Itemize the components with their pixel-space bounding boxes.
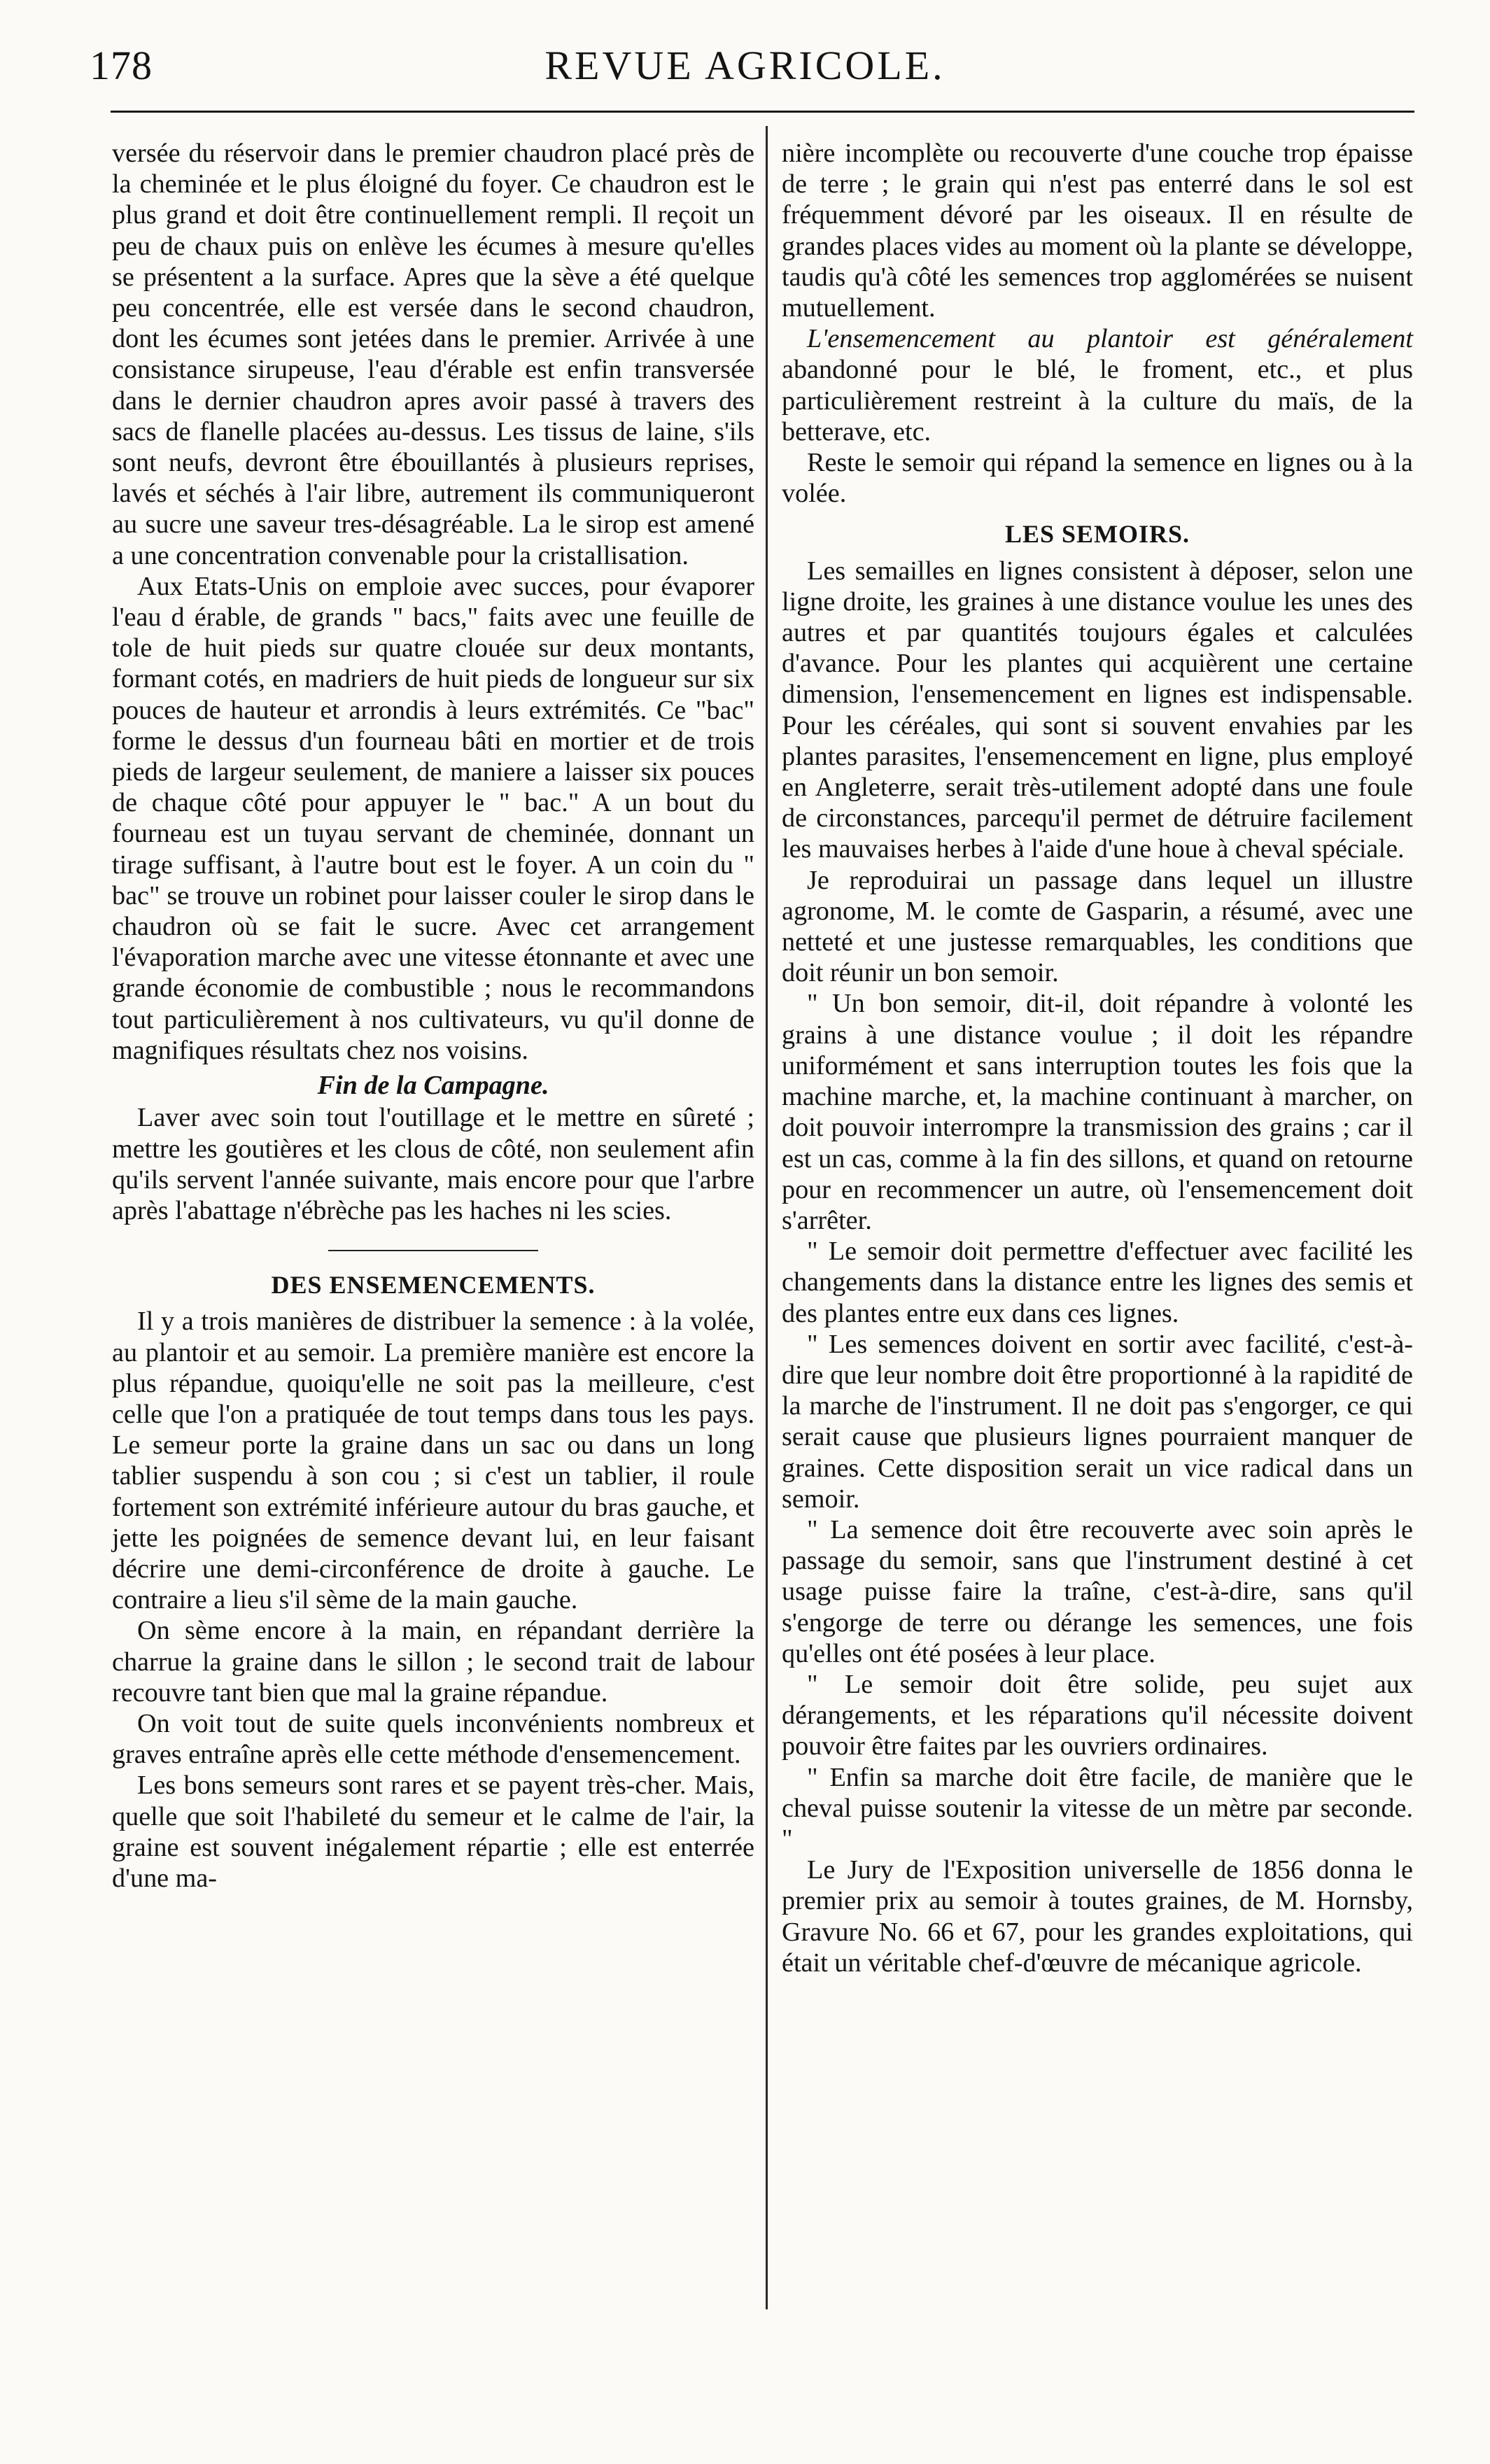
- italic-lead: L'ensemencement au plantoir est généralement: [807, 324, 1413, 354]
- paragraph: Laver avec soin tout l'outillage et le mettre en sûreté ; mettre les goutières et les clous de côté, non seulement afin qu'ils servent l'année suivante, mais encore pour que l'arbre après l'abattage n'ébrèche pas les haches ni les scies.: [112, 1103, 754, 1225]
- paragraph: On voit tout de suite quels inconvénients nombreux et graves entraîne après elle cette méthode d'ensemencement.: [112, 1708, 754, 1770]
- column-divider: [766, 126, 768, 2309]
- section-separator: [328, 1250, 538, 1251]
- quote-paragraph: " Le semoir doit être solide, peu sujet aux dérangements, et les réparations qu'il nécessite doivent pouvoir être faites par les ouvriers ordinaires.: [782, 1669, 1413, 1761]
- running-title: REVUE AGRICOLE.: [544, 43, 946, 88]
- quote-paragraph: " Le semoir doit permettre d'effectuer avec facilité les changements dans la distance entre les lignes des semis et des plantes entre eux dans ces lignes.: [782, 1237, 1413, 1328]
- paragraph: Aux Etats-Unis on emploie avec succes, pour évaporer l'eau d érable, de grands " bacs," faits avec une feuille de tole de huit pieds sur quatre clouée sur deux montants, formant cotés, en madriers de huit pieds de longueur sur six pouces de hauteur et arrondis à leurs extrémités. Ce "bac" forme le dessus d'un fourneau bâti en mortier et de trois pieds de largeur seulement, de maniere a laisser six pouces de chaque côté pour appuyer le " bac." A un bout du fourneau est un tuyau servant de cheminée, donnant un tirage suffisant, à l'autre bout est le foyer. A un coin du " bac" se trouve un robinet pour laisser couler le sirop dans le chaudron où se fait le sucre. Avec cet arrangement l'évaporation marche avec une vitesse étonnante et avec une grande économie de combustible ; nous le recommandons tout particulièrement à nos cultivateurs, vu qu'il donne de magnifiques résultats chez nos voisins.: [112, 571, 754, 1065]
- paragraph: Le Jury de l'Exposition universelle de 1856 donna le premier prix au semoir à toutes graines, de M. Hornsby, Gravure No. 66 et 67, pour les grandes exploitations, qui était un véritable chef-d'œuvre de mécanique agricole.: [782, 1855, 1413, 1978]
- right-column: [782, 138, 1413, 1978]
- left-column: [112, 138, 754, 1894]
- quote-paragraph: " Les semences doivent en sortir avec facilité, c'est-à-dire que leur nombre doit être proportionné à la rapidité de la marche de l'instrument. Il ne doit pas s'engorger, ce qui serait cause que plusieurs lignes pourraient manquer de graines. Cette disposition serait un vice radical dans un semoir.: [782, 1329, 1413, 1514]
- paragraph: Les semailles en lignes consistent à déposer, selon une ligne droite, les graines à une distance voulue les unes des autres et par quantités toujours égales et calculées d'avance. Pour les plantes qui acquièrent une certaine dimension, l'ensemencement en lignes est indispensable. Pour les céréales, qui sont si souvent envahies par les plantes parasites, l'ensemencement en ligne, plus employé en Angleterre, serait très-utilement adopté dans une foule de circonstances, parcequ'il permet de détruire facilement les mauvaises herbes à l'aide d'une houe à cheval spéciale.: [782, 556, 1413, 864]
- section-subheading: Fin de la Campagne.: [317, 1071, 549, 1101]
- quote-paragraph: " La semence doit être recouverte avec soin après le passage du semoir, sans que l'instrument destiné à cet usage puisse faire la traîne, c'est-à-dire, sans qu'il s'engorge de terre ou dérange les semences, une fois qu'elles ont été posées à leur place.: [782, 1514, 1413, 1668]
- paragraph: Il y a trois manières de distribuer la semence : à la volée, au plantoir et au semoir. La première manière est encore la plus répandue, quoiqu'elle ne soit pas la meilleure, c'est celle que l'on a pratiquée de tout temps dans tous les pays. Le semeur porte la graine dans un sac ou dans un long tablier suspendu à son cou ; si c'est un tablier, il roule fortement son extrémité inférieure autour du bras gauche, et jette les poignées de semence devant lui, en leur faisant décrire une demi-circonférence de droite à gauche. Le contraire a lieu s'il sème de la main gauche.: [112, 1307, 754, 1615]
- section-heading: DES ENSEMENCEMENTS.: [271, 1271, 596, 1300]
- paragraph: [782, 323, 1413, 447]
- paragraph: versée du réservoir dans le premier chaudron placé près de la cheminée et le plus éloigné du foyer. Ce chaudron est le plus grand et doit être continuellement rempli. Il reçoit un peu de chaux puis on enlève les écumes à mesure qu'elles se présentent a la surface. Apres que la sève a été quelque peu concentrée, elle est versée dans le second chaudron, dont les écumes sont jetées dans le premier. Arrivée à une consistance sirupeuse, l'eau d'érable est enfin transversée dans le dernier chaudron apres avoir passé à travers des sacs de flanelle placées au-dessus. Les tissus de laine, s'ils sont neufs, devront être ébouillantés à plusieurs reprises, lavés et séchés à l'air libre, autrement ils communiqueront au sucre une saveur tres-désagréable. La le sirop est amené a une concentration convenable pour la cristallisation.: [112, 139, 754, 570]
- page-number: 178: [90, 43, 153, 88]
- page-header: [0, 0, 1490, 126]
- paragraph: Je reproduirai un passage dans lequel un illustre agronome, M. le comte de Gasparin, a résumé, avec une netteté et une justesse remarquables, les conditions que doit réunir un bon semoir.: [782, 865, 1413, 988]
- paragraph-rest: abandonné pour le blé, le froment, etc., et plus particulièrement restreint à la culture du maïs, de la betterave, etc.: [782, 355, 1413, 446]
- paragraph: Reste le semoir qui répand la semence en lignes ou à la volée.: [782, 448, 1413, 509]
- paragraph: On sème encore à la main, en répandant derrière la charrue la graine dans le sillon ; le second trait de labour recouvre tant bien que mal la graine répandue.: [112, 1616, 754, 1708]
- quote-paragraph: " Un bon semoir, dit-il, doit répandre à volonté les grains à une distance voulue ; il doit les répandre uniformément et sans interruption toutes les fois que la machine marche, et, la machine continuant à marcher, on doit pouvoir interrompre la transmission des grains ; car il est un cas, comme à la fin des sillons, et quand on retourne pour en recommencer un autre, où l'ensemencement doit s'arrêter.: [782, 989, 1413, 1235]
- paragraph: Les bons semeurs sont rares et se payent très-cher. Mais, quelle que soit l'habileté du semeur et le calme de l'air, la graine est souvent inégalement répartie ; elle est enterrée d'une ma-: [112, 1770, 754, 1893]
- paragraph: nière incomplète ou recouverte d'une couche trop épaisse de terre ; le grain qui n'est pas enterré dans le sol est fréquemment dévoré par les oiseaux. Il en résulte de grandes places vides au moment où la plante se développe, taudis qu'à côté les semences trop agglomérées se nuisent mutuellement.: [782, 139, 1413, 323]
- quote-paragraph: " Enfin sa marche doit être facile, de manière que le cheval puisse soutenir la vitesse de un mètre par seconde. ": [782, 1762, 1413, 1854]
- section-heading: LES SEMOIRS.: [1004, 520, 1190, 549]
- header-rule: [111, 111, 1414, 113]
